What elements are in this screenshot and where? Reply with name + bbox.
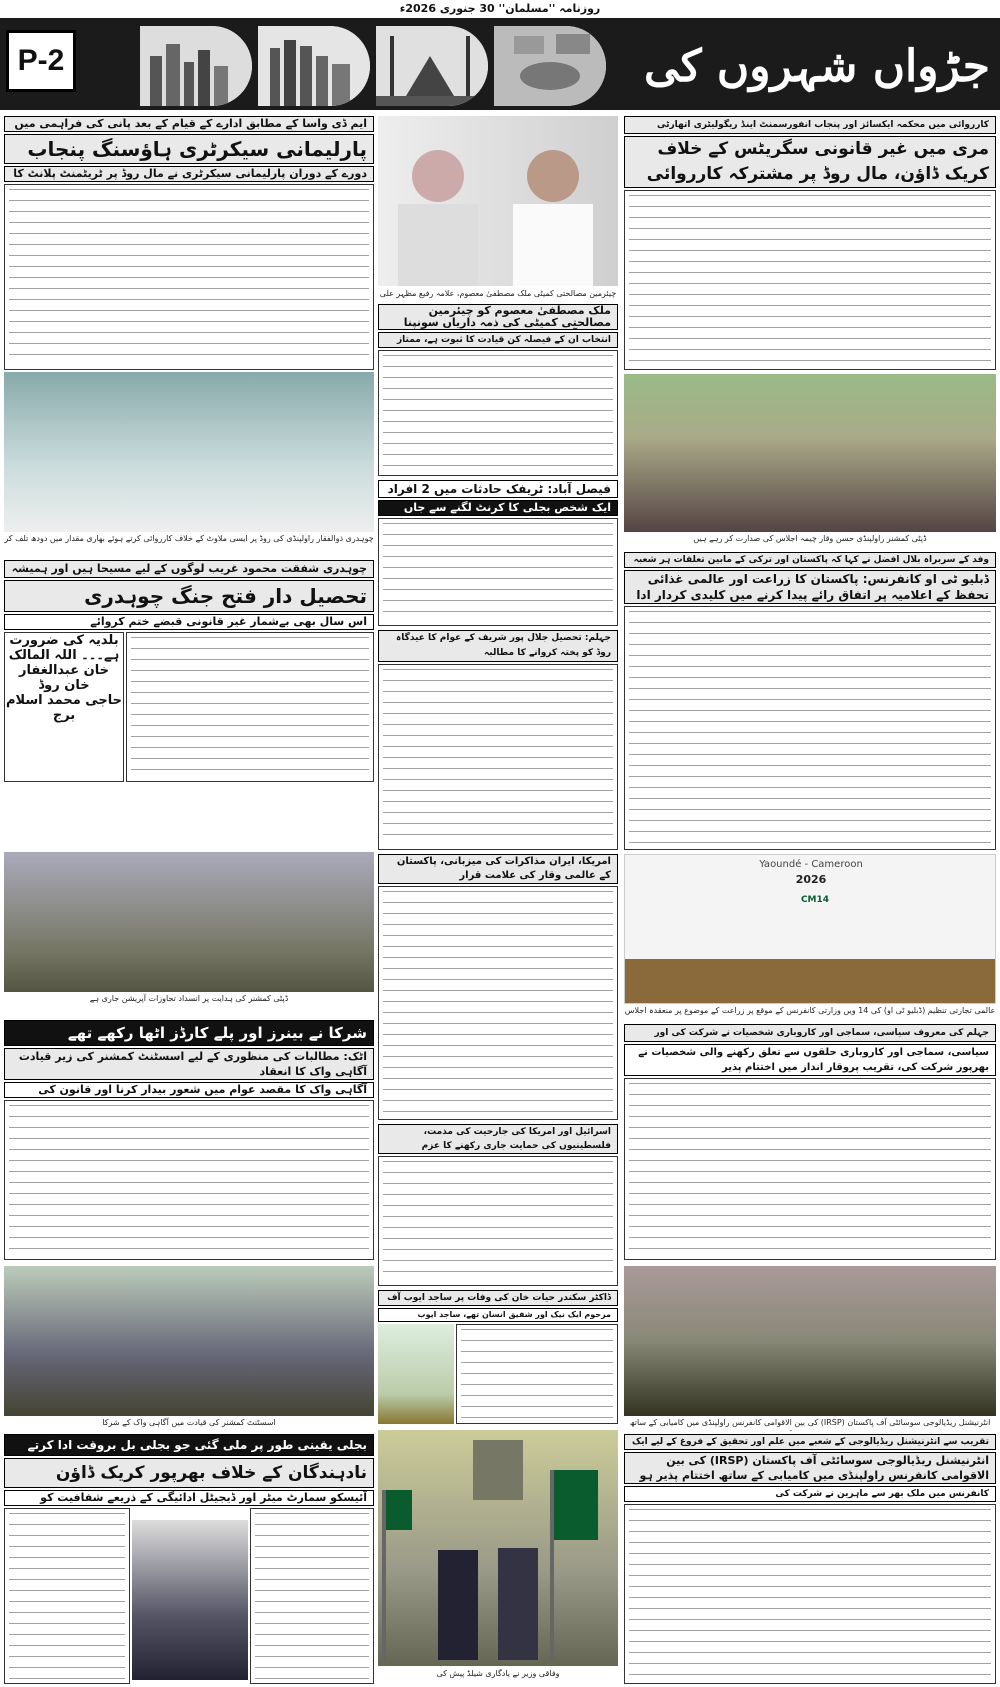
ad-line-2: خان عبدالغفار خان روڈ (19, 663, 109, 693)
obituary-portrait (378, 1324, 454, 1424)
shield-photo (378, 1430, 618, 1666)
section-title: جڑواں شہروں کی (643, 41, 990, 92)
milk-caption: چوہدری ذوالفقار راولپنڈی کی روڈ پر ایسی ملاوٹ کے خلاف کارروائی کرتے ہوئے بھاری مقدار میں دودھ تلف کر (4, 534, 374, 543)
iran-headline: امریکا، ایران مذاکرات کی میزبانی، پاکستان کے عالمی وقار کی علامت قرار (378, 854, 618, 884)
conference-photo (624, 1266, 996, 1416)
ad-line-1: بلدیہ کی ضرورت ہے۔۔۔ اللہ المالک (8, 633, 120, 663)
electricity-subhead: آئیسکو سمارٹ میٹر اور ڈیجیٹل ادائیگی کے ذریعے شفافیت کو (4, 1490, 374, 1506)
fateh-jang-body (126, 632, 374, 782)
murree-body (624, 190, 996, 370)
electricity-headline: نادہندگان کے خلاف بھرپور کریک ڈاؤن (4, 1458, 374, 1488)
electricity-kicker: بجلی یقینی طور پر ملی گئی جو بجلی بل بروقت ادا کرتے (4, 1434, 374, 1456)
banners-headline: شرکا نے بینرز اور پلے کارڈز اٹھا رکھے تھے (4, 1020, 374, 1046)
wasa-body (4, 184, 374, 370)
classified-ad (4, 632, 124, 782)
maslihat-subhead: انتخاب ان کے فیصلہ کن قیادت کا ثبوت ہے، ممتاز (378, 332, 618, 348)
irsp-headline: انٹرنیشنل ریڈیالوجی سوسائٹی آف پاکستان (IRSP) کی بین الاقوامی کانفرنس راولپنڈی میں کامیابی کے ساتھ اختتام پذیر ہو (624, 1452, 996, 1484)
yaounde-city: Yaoundé - Cameroon (759, 859, 863, 870)
israel-headline: اسرائیل اور امریکا کی جارحیت کی مذمت، فلسطینیوں کی حمایت جاری رکھنے کا عزم (378, 1124, 618, 1154)
pakistan-flag-icon (378, 1430, 618, 1666)
faisal-mosque-icon (376, 26, 488, 106)
meeting-photo (624, 374, 996, 532)
maslihat-body (378, 350, 618, 476)
jhelum-kicker: جہلم کی معروف سیاسی، سماجی اور کاروباری شخصیات نے شرکت کی اور (624, 1024, 996, 1042)
encroachment-caption: ڈپٹی کمشنر کی ہدایت پر انسداد تجاوزات آپریشن جاری ہے (89, 994, 289, 1003)
ad-line-3: حاجی محمد اسلام برج (5, 693, 123, 723)
obituary-subhead: مرحوم ایک نیک اور شفیق انسان تھے، ساجد ایوب (378, 1308, 618, 1322)
traffic-roundabout-icon (494, 26, 606, 106)
israel-body (378, 1156, 618, 1286)
portraits-photo (378, 116, 618, 286)
conference-caption: انٹرنیشنل ریڈیالوجی سوسائٹی آف پاکستان (IRSP) کی بین الاقوامی کانفرنس راولپنڈی میں کامیابی کے ساتھ (629, 1418, 991, 1427)
fateh-jang-headline: تحصیل دار فتح جنگ چوہدری (4, 580, 374, 612)
banners-subhead: اٹک: مطالبات کی منظوری کے لیے اسسٹنٹ کمشنر کی زیر قیادت آگاہی واک کا انعقاد (4, 1048, 374, 1080)
meeting-caption: ڈپٹی کمشنر راولپنڈی حسن وقار چیمہ اجلاس کی صدارت کر رہے ہیں (693, 534, 927, 543)
obituary-headline: ڈاکٹر سکندر حیات خان کی وفات پر ساجد ایوب آف (378, 1290, 618, 1306)
yaounde-photo (624, 854, 996, 1004)
dublin-kicker: وفد کے سربراہ بلال افضل نے کہا کہ پاکستان اور ترکی کے مابین تعلقات ہر شعبہ (624, 552, 996, 568)
wasa-headline: پارلیمانی سیکرٹری ہاؤسنگ پنجاب (4, 134, 374, 164)
dublin-body (624, 606, 996, 850)
panel-table (625, 959, 996, 1004)
fateh-jang-subhead: اس سال بھی بےشمار غیر قانونی قبضے ختم کروائے (4, 614, 374, 630)
irsp-subhead: کانفرنس میں ملک بھر سے ماہرین نے شرکت کی (624, 1486, 996, 1502)
faisalabad-headline: فیصل آباد: ٹریفک حادثات میں 2 افراد (378, 480, 618, 498)
ppp-headline: جہلم: تحصیل جلال پور شریف کے عوام کا عیدگاہ روڈ کو پختہ کروانے کا مطالبہ (378, 630, 618, 662)
banners-body (4, 1100, 374, 1260)
faisalabad-body (378, 518, 618, 626)
irsp-kicker: تقریب سے انٹرنیشنل ریڈیالوجی کے شعبے میں علم اور تحقیق کے فروغ کے لیے ایک (624, 1434, 996, 1450)
walk-caption: اسسٹنٹ کمشنر کی قیادت میں آگاہی واک کے شرکا (102, 1418, 276, 1427)
faisalabad-subhead: ایک شخص بجلی کا کرنٹ لگنے سے جاں (378, 500, 618, 516)
encroachment-photo (4, 852, 374, 992)
milk-photo (4, 372, 374, 532)
jhelum-headline: سیاسی، سماجی اور کاروباری حلقوں سے تعلق رکھنے والی شخصیات نے بھرپور شرکت کی، تقریب پروقار انداز میں اختتام پذیر (624, 1044, 996, 1076)
electricity-body-a (4, 1508, 130, 1684)
iran-body (378, 886, 618, 1120)
walk-photo (4, 1266, 374, 1416)
yaounde-year: 2026 (795, 873, 827, 886)
fateh-jang-kicker: چوہدری شفقت محمود غریب لوگوں کے لیے مسیحا ہیں اور ہمیشہ (4, 560, 374, 578)
banners-strip: آگاہی واک کا مقصد عوام میں شعور بیدار کرنا اور قانون کی (4, 1082, 374, 1098)
portrait-caption: چیئرمین مصالحتی کمیٹی ملک مصطفیٰ معصوم، علامہ رفیع مظہر علی (379, 289, 617, 298)
official-photo (132, 1520, 248, 1680)
obituary-body (456, 1324, 618, 1424)
electricity-body-b (250, 1508, 374, 1684)
yaounde-caption: عالمی تجارتی تنظیم (ڈبلیو ٹی او) کی 14 ویں وزارتی کانفرنس کے موقع پر زراعت کے موضوع پر منعقدہ اجلاس (624, 1006, 996, 1015)
murree-headline: مری میں غیر قانونی سگریٹس کے خلاف کریک ڈاؤن، مال روڈ پر مشترکہ کارروائی (624, 136, 996, 188)
date-line: روزنامہ ''مسلمان'' 30 جنوری 2026ء (399, 2, 601, 15)
wasa-subhead: دورے کے دوران پارلیمانی سیکرٹری نے مال روڈ پر ٹریٹمنٹ پلانٹ کا (4, 166, 374, 182)
maslihat-headline: ملک مصطفیٰ معصوم کو چیئرمین مصالحتی کمیٹی کی ذمہ داریاں سونپنا (378, 304, 618, 330)
ppp-body (378, 664, 618, 850)
murree-kicker: کارروائی میں محکمہ ایکسائز اور پنجاب انفورسمنٹ اینڈ ریگولیٹری اتھارٹی (624, 116, 996, 134)
page-number: P-2 (6, 30, 76, 92)
city-skyline-icon (258, 26, 370, 106)
city-skyline-icon (140, 26, 252, 106)
jhelum-body (624, 1078, 996, 1260)
yaounde-badge: CM14 (800, 895, 830, 905)
shield-caption: وفاقی وزیر نے یادگاری شیلڈ پیش کی (436, 1669, 560, 1678)
dublin-headline: ڈبلیو ٹی او کانفرنس: پاکستان کا زراعت اور عالمی غذائی تحفظ کے اعلامیہ پر اتفاق رائے پیدا کرنے میں کلیدی کردار ادا (624, 570, 996, 604)
wasa-kicker: ایم ڈی واسا کے مطابق ادارے کے قیام کے بعد پانی کی فراہمی میں (4, 116, 374, 132)
irsp-body (624, 1504, 996, 1684)
